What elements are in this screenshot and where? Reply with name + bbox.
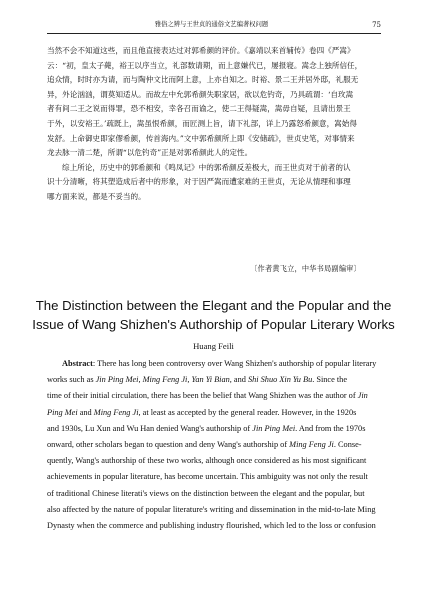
abstract-line bbox=[47, 356, 382, 372]
author-editor-note: 〔作者黄飞立，中华书局副编审〕 bbox=[250, 264, 361, 273]
running-head-title: 雅俗之辨与王世贞的通俗文艺编著权问题 bbox=[154, 21, 269, 28]
chinese-paragraph-1-line: 发舒。上命御史即家僇希颜，传首海内。”文中郭希颜所上即《安储疏》，世贞史笔，对事情来 bbox=[47, 133, 355, 143]
chinese-paragraph-1 bbox=[47, 44, 382, 161]
abstract-line: time of their initial circulation, there has been the belief that Wang Shizhen was the author of Jin bbox=[47, 391, 368, 401]
abstract-line: quently, Wang's authorship of these two works, although once considered as his most significant bbox=[47, 456, 367, 466]
chinese-paragraph-2-line: 哪方面来说，都是不妥当的。 bbox=[47, 191, 146, 201]
abstract-line: and 1930s, Lu Xun and Wu Han denied Wang's authorship of Jin Ping Mei. And from the 1970s bbox=[47, 423, 366, 433]
english-title bbox=[30, 297, 397, 334]
abstract-line: achievements in popular literature, has become uncertain. This ambiguity was not only the result bbox=[47, 472, 368, 482]
chinese-paragraph-1-line: 当然不会不知道这些，而且他直接表达过对郭希颜的评价。《嘉靖以来首辅传》卷四《严嵩》 bbox=[47, 46, 355, 55]
abstract-label: Abstract bbox=[62, 359, 93, 368]
chinese-paragraph-2-line: 综上所论，历史中的郭希颜和《鸣凤记》中的郭希颜反差极大，而王世贞对于前者的认 bbox=[62, 162, 351, 172]
chinese-paragraph-1-line: 云：“初，皇太子薨，裕王以序当立，礼部数请期，而上意嫌代已，屡报寝。嵩念上独所信任， bbox=[47, 60, 363, 70]
chinese-paragraph-2-line: 识十分清晰，将其塑造成后者中的形象，对于因严嵩而遭家难的王世贞，无论从情理和事理 bbox=[47, 177, 351, 187]
chinese-paragraph-1-line: 异，外论汹汹，谓莫知适从。而故左中允郭希颜失职家居，欲以危钓奇，乃具疏谓：‘自玫嵩 bbox=[47, 89, 354, 99]
abstract-line: Ping Mei and Ming Feng Ji, at least as accepted by the general reader. However, in the 1920s bbox=[47, 407, 357, 417]
abstract-line: Dynasty when the commerce and publishing industry flourished, which led to the loss or confusion bbox=[47, 521, 376, 531]
chinese-paragraph-1-line: 者有间二王之说而得罪，恐不相安，幸各召而谕之，使二王得疑嵩，嵩毋自疑，且请出景王 bbox=[47, 104, 351, 114]
english-title-line-1: The Distinction between the Elegant and the Popular and the bbox=[35, 298, 392, 313]
chinese-paragraph-2 bbox=[47, 161, 382, 205]
chinese-paragraph-1-line: 龙去脉一清二楚，所谓“以危钓奇”正是对郭希颜此人的定性。 bbox=[47, 148, 253, 158]
running-head bbox=[60, 19, 381, 31]
abstract-line: works such as Jin Ping Mei, Ming Feng Ji, Yan Yi Bian, and Shi Shuo Xin Yu Bu. Since the bbox=[47, 375, 348, 385]
english-abstract bbox=[47, 356, 382, 534]
abstract-line: of traditional Chinese literati's views on the distinction between the elegant and the popular, but bbox=[47, 488, 365, 498]
chinese-body-text bbox=[47, 44, 382, 205]
abstract-line: onward, other scholars began to question and deny Wang's authorship of Ming Feng Ji. Conse- bbox=[47, 440, 362, 450]
abstract-line: also affected by the nature of popular literature's writing and dissemination in the mid-to-late Ming bbox=[47, 504, 376, 514]
english-author: Huang Feili bbox=[193, 341, 234, 351]
page-number: 75 bbox=[372, 21, 381, 29]
chinese-paragraph-1-line: 于外，以安裕王。’疏既上，嵩虽恨希颜，而匠测上旨，请下礼部，详上乃露怒希颜意，嵩始得 bbox=[47, 118, 357, 128]
chinese-paragraph-1-line: 追众情，时时亦为请，而与陶仲文比而阿上意，上亦自知之。时裕、景二王并居外邸，礼服无 bbox=[47, 75, 359, 85]
english-title-line-2: Issue of Wang Shizhen's Authorship of Popular Literary Works bbox=[32, 316, 395, 332]
header-rule bbox=[47, 33, 381, 34]
abstract-text: : There has long been controversy over Wang Shizhen's authorship of popular literary bbox=[92, 359, 377, 368]
